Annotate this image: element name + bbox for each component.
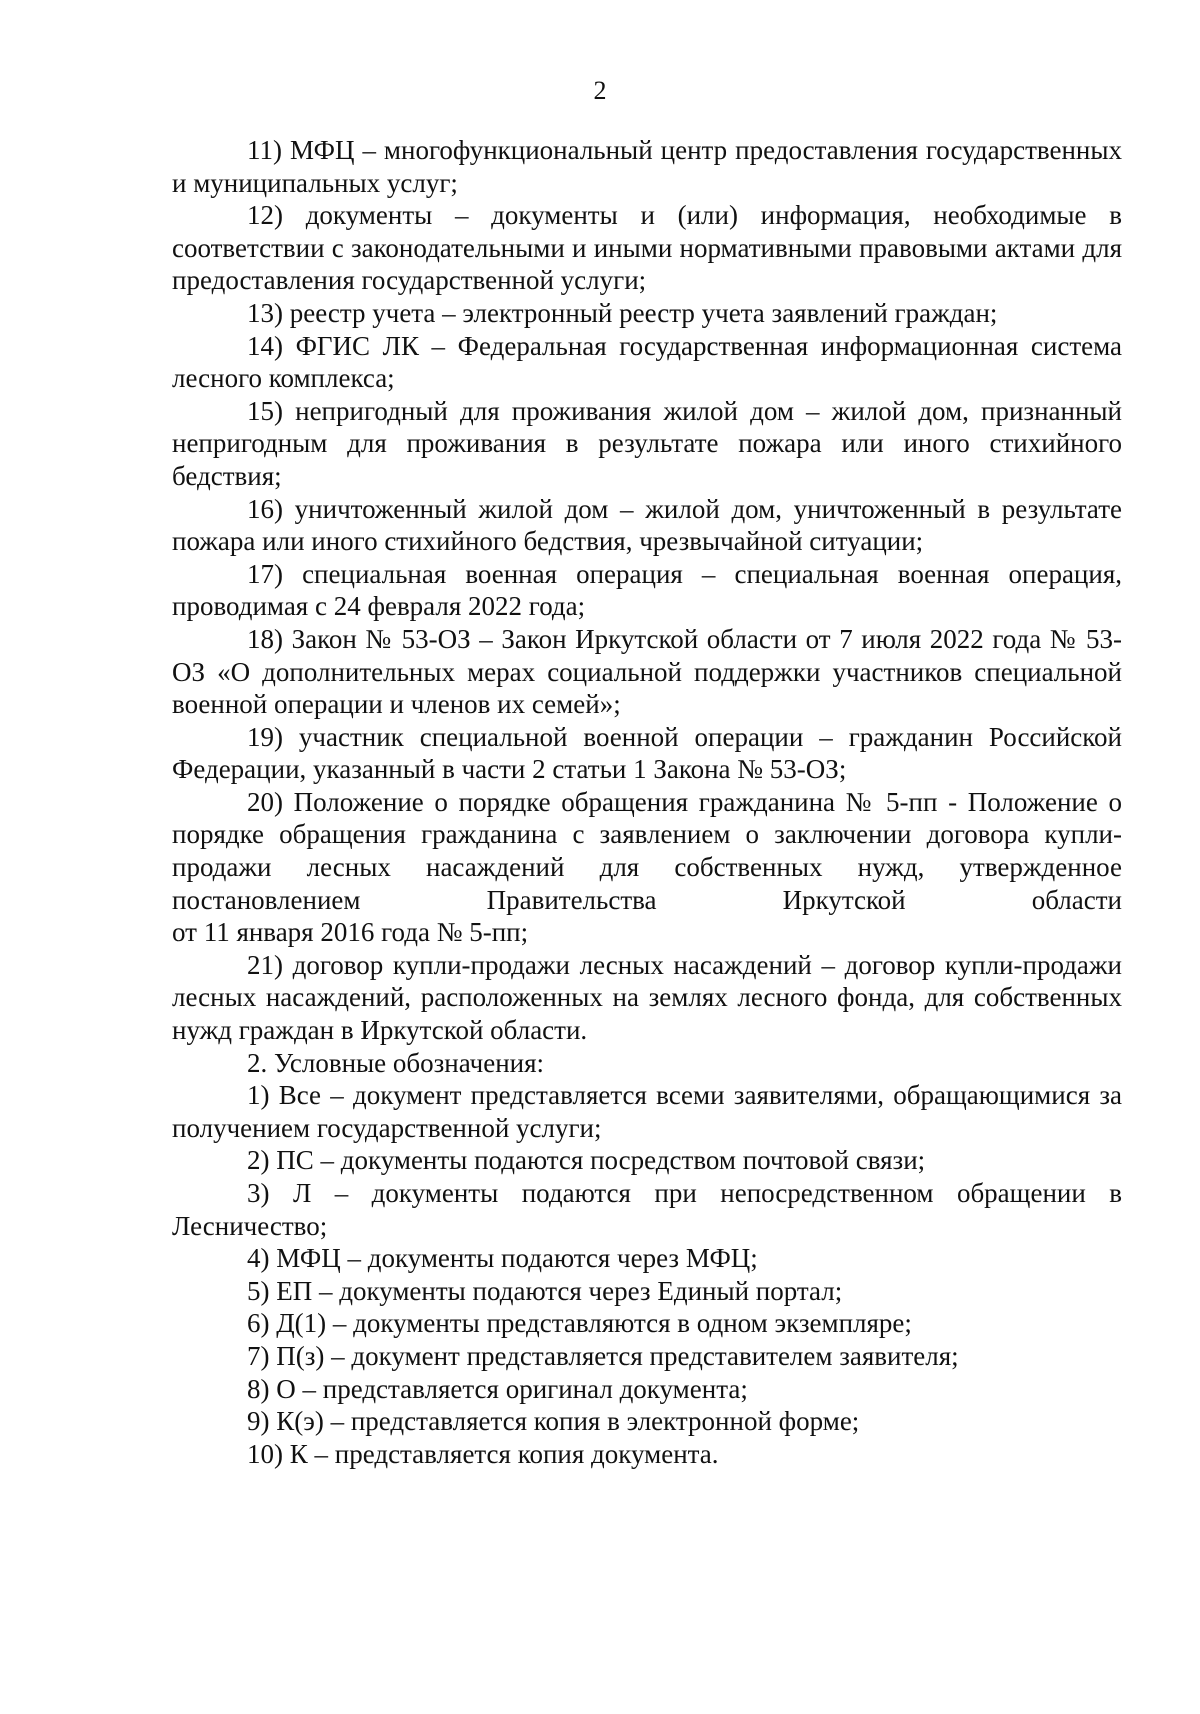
definition-item-17: 17) специальная военная операция – специальная военная операция, проводимая с 24 февраля 2022 года; — [172, 558, 1122, 622]
definition-item-16: 16) уничтоженный жилой дом – жилой дом, уничтоженный в результате пожара или иного стихийного бедствия, чрезвычайной ситуации; — [172, 493, 1122, 557]
definition-item-21: 21) договор купли-продажи лесных насаждений – договор купли-продажи лесных насаждений, расположенных на землях лесного фонда, для собственных нужд граждан в Иркутской области. — [172, 949, 1122, 1046]
legend-item-6: 6) Д(1) – документы представляются в одном экземпляре; — [247, 1308, 912, 1339]
definition-item-14: 14) ФГИС ЛК – Федеральная государственная информационная система лесного комплекса; — [172, 330, 1122, 394]
legend-item-8: 8) О – представляется оригинал документа; — [247, 1373, 748, 1404]
legend-item-2: 2) ПС – документы подаются посредством почтовой связи; — [247, 1145, 926, 1176]
document-body — [172, 134, 1122, 1470]
legend-item-7: 7) П(з) – документ представляется представителем заявителя; — [247, 1340, 959, 1371]
definition-item-11: 11) МФЦ – многофункциональный центр предоставления государственных и муниципальных услуг; — [172, 135, 1122, 198]
definition-item-12: 12) документы – документы и (или) информация, необходимые в соответствии с законодательными и иными нормативными правовыми актами для предоставления государственной услуги; — [172, 200, 1122, 296]
definition-item-18: 18) Закон № 53-ОЗ – Закон Иркутской области от 7 июля 2022 года № 53-ОЗ «О дополнительных мерах социальной поддержки участников специальной военной операции и членов их семей»; — [172, 623, 1122, 720]
legend-item-4: 4) МФЦ – документы подаются через МФЦ; — [247, 1243, 758, 1274]
definition-item-15: 15) непригодный для проживания жилой дом – жилой дом, признанный непригодным для проживания в результате пожара или иного стихийного бедствия; — [172, 395, 1122, 491]
legend-item-10: 10) К – представляется копия документа. — [247, 1438, 719, 1469]
definition-item-20-continuation: от 11 января 2016 года № 5-пп; — [172, 917, 529, 948]
page-number: 2 — [593, 76, 607, 105]
definition-item-19: 19) участник специальной военной операции – гражданин Российской Федерации, указанный в части 2 статьи 1 Закона № 53-ОЗ; — [172, 721, 1122, 785]
legend-item-3: 3) Л – документы подаются при непосредственном обращении в Лесничество; — [172, 1178, 1122, 1241]
legend-item-5: 5) ЕП – документы подаются через Единый портал; — [247, 1275, 843, 1306]
legend-item-1: 1) Все – документ представляется всеми заявителями, обращающимися за получением государственной услуги; — [172, 1080, 1122, 1143]
definition-item-20: 20) Положение о порядке обращения гражданина № 5-пп - Положение о порядке обращения гражданина с заявлением о заключении договора купли-продажи лесных насаждений для собственных нужд, утвержденное постановлением Правительства Иркутской области — [172, 786, 1122, 915]
definition-item-13: 13) реестр учета – электронный реестр учета заявлений граждан; — [247, 297, 998, 328]
legend-item-9: 9) К(э) – представляется копия в электронной форме; — [247, 1406, 860, 1437]
section-heading-legend: 2. Условные обозначения: — [247, 1047, 545, 1078]
